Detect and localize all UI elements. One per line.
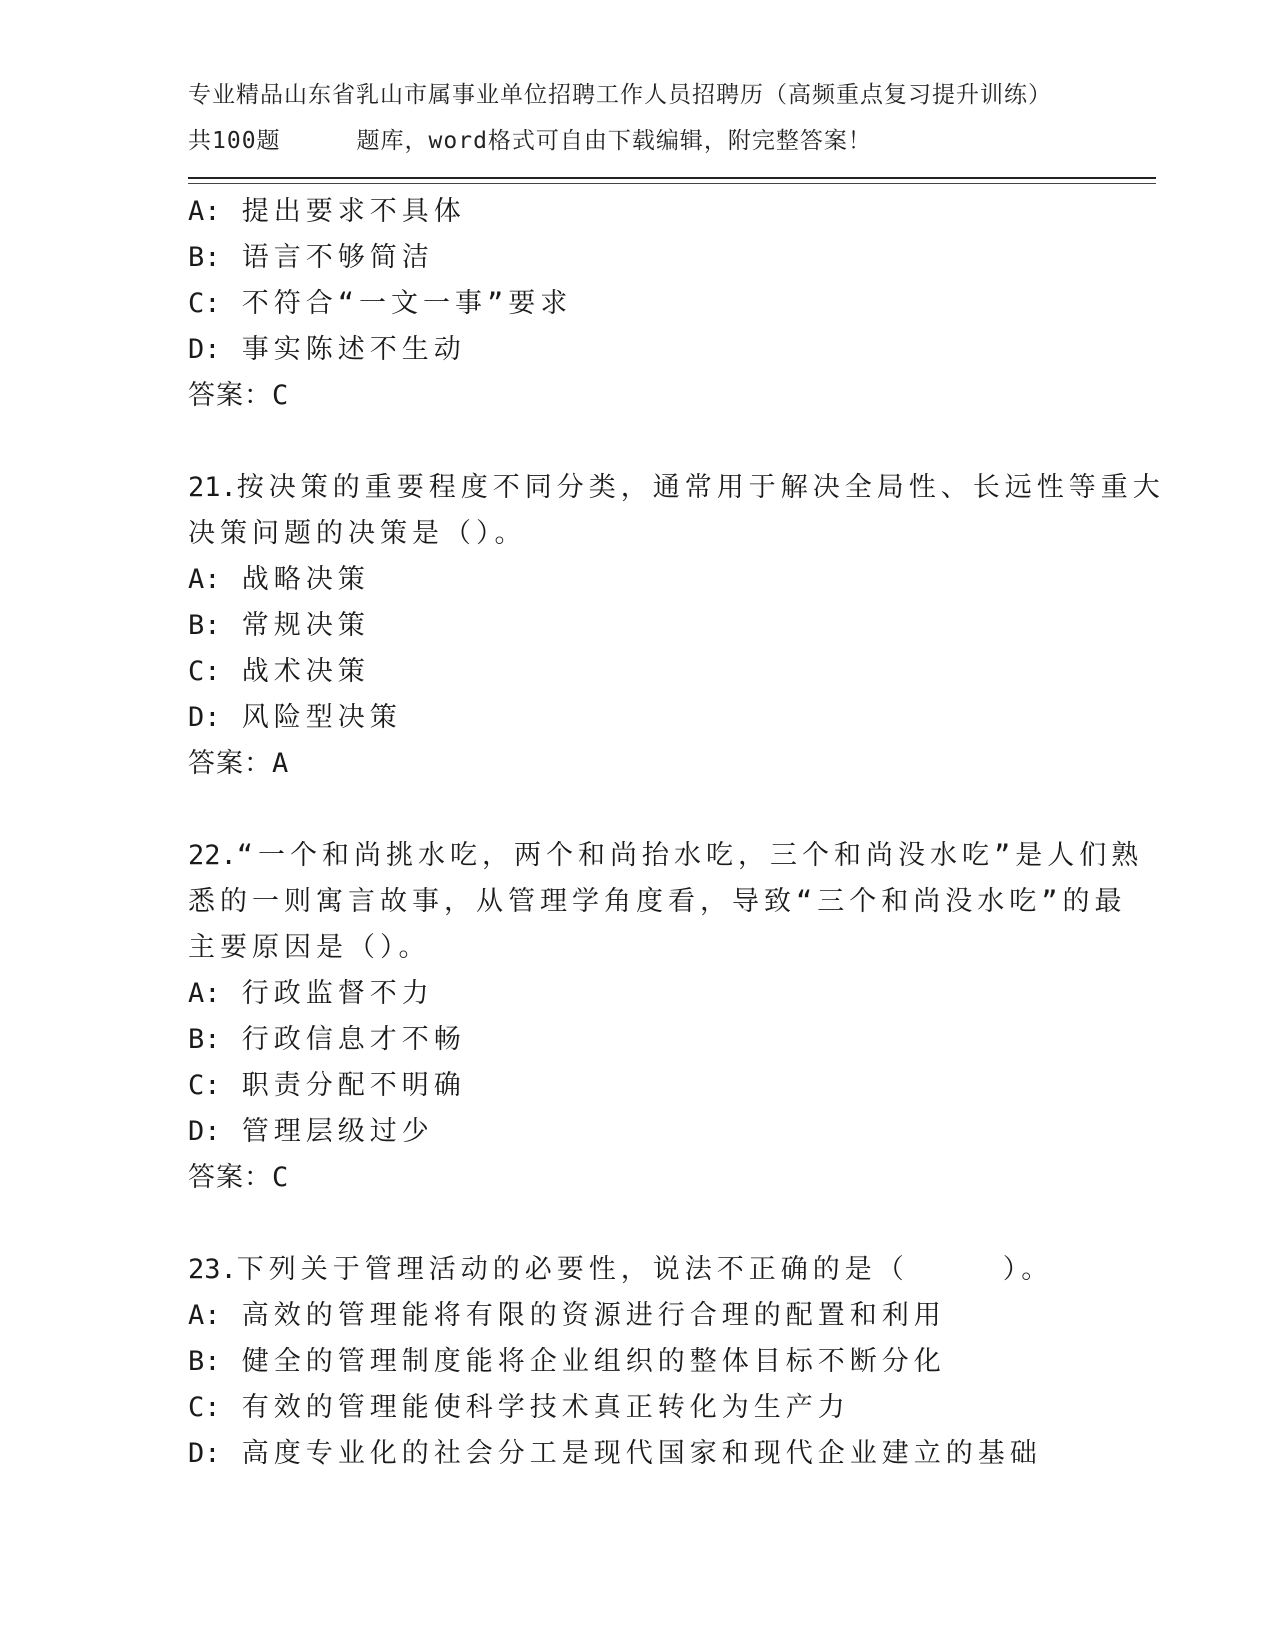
question-stem-line [188,833,1144,879]
answer-label: 答案： [188,1162,272,1193]
answer-value: A [272,748,289,779]
option-text: 不符合“一文一事”要求 [241,288,573,319]
option-letter: D: [188,1116,221,1147]
question-stem-line: 悉的一则寓言故事，从管理学角度看，导致“三个和尚没水吃”的最 [188,886,1127,917]
option-letter: A: [188,1300,221,1331]
option-a [188,1293,1088,1339]
option-text: 健全的管理制度能将企业组织的整体目标不断分化 [241,1346,946,1377]
answer-line [188,741,1088,787]
option-letter: B: [188,1024,221,1055]
question-count: 共100题 [188,128,281,154]
option-letter: D: [188,702,221,733]
option-text: 事实陈述不生动 [241,334,466,365]
option-b [188,603,1088,649]
answer-line [188,373,1088,419]
question-22 [188,833,1144,1201]
answer-line [188,1155,1088,1201]
option-letter: C: [188,656,221,687]
option-a [188,971,1088,1017]
question-stem-line [188,1247,1088,1293]
option-text: 风险型决策 [241,702,402,733]
question-number: 23. [188,1254,237,1285]
option-b [188,1339,1088,1385]
option-text: 常规决策 [241,610,370,641]
question-text: “一个和尚挑水吃，两个和尚抬水吃，三个和尚没水吃”是人们熟 [236,840,1144,871]
header-title-line2 [188,118,1088,164]
header-divider-thick [188,177,1156,179]
option-a [188,189,1088,235]
option-letter: A: [188,196,221,227]
question-number: 22. [188,840,237,871]
option-letter: D: [188,1438,221,1469]
option-letter: A: [188,564,221,595]
option-d [188,1109,1088,1155]
option-letter: C: [188,1392,221,1423]
option-text: 战术决策 [241,656,370,687]
option-text: 提出要求不具体 [241,196,466,227]
document-header [188,72,1088,164]
question-stem-line: 主要原因是（）。 [188,932,431,963]
answer-label: 答案： [188,380,272,411]
option-letter: B: [188,1346,221,1377]
question-23 [188,1247,1088,1477]
question-text: 下列关于管理活动的必要性，说法不正确的是（ [236,1254,909,1285]
question-text-end: ）。 [1002,1254,1054,1285]
question-20 [188,189,1088,419]
option-letter: D: [188,334,221,365]
option-b [188,235,1088,281]
option-d [188,327,1088,373]
question-number: 21. [188,472,237,503]
question-stem-line [188,465,1165,511]
header-divider-thin [188,183,1156,184]
option-text: 行政监督不力 [241,978,434,1009]
option-text: 行政信息才不畅 [241,1024,466,1055]
option-c [188,649,1088,695]
option-d [188,695,1088,741]
answer-label: 答案： [188,748,272,779]
option-text: 高度专业化的社会分工是现代国家和现代企业建立的基础 [241,1438,1042,1469]
option-letter: B: [188,242,221,273]
question-21 [188,465,1165,787]
option-d [188,1431,1088,1477]
answer-value: C [272,1162,289,1193]
header-description: 题库，word格式可自由下载编辑，附完整答案！ [356,128,872,154]
option-text: 战略决策 [241,564,370,595]
option-a [188,557,1088,603]
option-letter: C: [188,288,221,319]
option-letter: A: [188,978,221,1009]
option-c [188,1385,1088,1431]
question-list [188,189,1165,1477]
option-text: 职责分配不明确 [241,1070,466,1101]
option-text: 管理层级过少 [241,1116,434,1147]
option-text: 有效的管理能使科学技术真正转化为生产力 [241,1392,850,1423]
question-text: 按决策的重要程度不同分类，通常用于解决全局性、长远性等重大 [236,472,1165,503]
option-letter: B: [188,610,221,641]
option-text: 高效的管理能将有限的资源进行合理的配置和利用 [241,1300,946,1331]
header-title-line1: 专业精品山东省乳山市属事业单位招聘工作人员招聘历（高频重点复习提升训练） [188,82,1052,108]
option-c [188,281,1088,327]
option-text: 语言不够简洁 [241,242,434,273]
question-stem-line: 决策问题的决策是（）。 [188,518,527,549]
answer-value: C [272,380,289,411]
option-c [188,1063,1088,1109]
option-letter: C: [188,1070,221,1101]
option-b [188,1017,1088,1063]
